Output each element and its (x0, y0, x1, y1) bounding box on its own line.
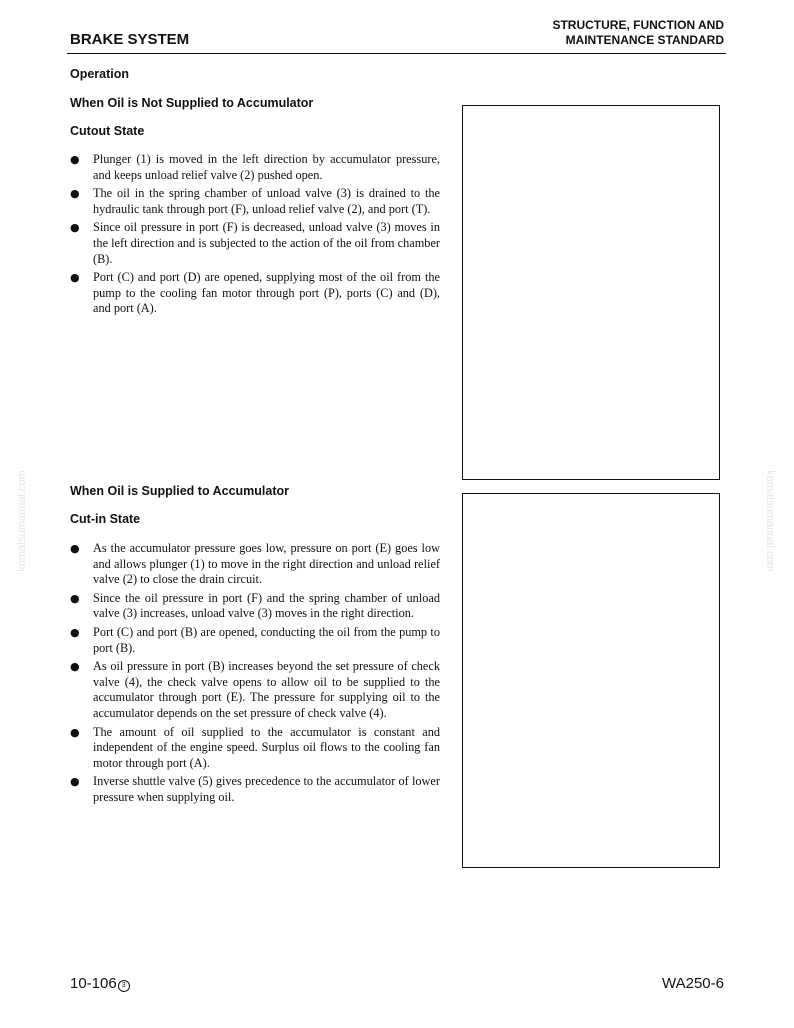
bullet-icon: ● (70, 271, 80, 285)
watermark-left: komatsumanual.com (16, 470, 28, 572)
bullet-icon: ● (70, 591, 80, 605)
list-item-text: The amount of oil supplied to the accumulator is constant and independent of the engine speed. Surplus oil flows to the cooling fan motor through port (A). (93, 724, 440, 770)
list-item-text: Since oil pressure in port (F) is decreased, unload valve (3) moves in the left direction and is subjected to the action of the oil from chamber (B). (93, 220, 440, 266)
list-item-text: The oil in the spring chamber of unload valve (3) is drained to the hydraulic tank through port (F), unload relief valve (2), and port (T). (93, 186, 440, 216)
list-item-text: Plunger (1) is moved in the left direction by accumulator pressure, and keeps unload relief valve (2) pushed open. (93, 152, 440, 182)
bullet-icon: ● (70, 660, 80, 674)
list-item-text: As oil pressure in port (B) increases beyond the set pressure of check valve (4), the check valve opens to allow oil to be supplied to the accumulator through port (E). The pressure for supplying oil to the accumulator depends on the set pressure of check valve (4). (93, 659, 440, 720)
bullet-icon: ● (70, 542, 80, 555)
list-item-text: As the accumulator pressure goes low, pressure on port (E) goes low and allows plunger (1) to move in the right direction and unload relief valve (2) to close the drain circuit. (93, 541, 440, 587)
chapter-title-line-1: STRUCTURE, FUNCTION AND (552, 18, 724, 32)
list-item (70, 725, 440, 772)
figure-cutout-state (462, 105, 720, 480)
header-divider (67, 53, 726, 54)
list-item (70, 186, 440, 217)
section2-subheading: Cut-in State (70, 512, 141, 526)
page-number (70, 975, 130, 992)
operation-heading: Operation (70, 67, 130, 81)
figure-cut-in-state (462, 493, 720, 868)
section-title: BRAKE SYSTEM (70, 31, 190, 48)
bullet-icon: ● (70, 725, 80, 739)
list-item (70, 220, 440, 267)
list-item-text: Port (C) and port (B) are opened, conducting the oil from the pump to port (B). (93, 624, 440, 655)
list-item (70, 659, 440, 721)
section1-heading: When Oil is Not Supplied to Accumulator (70, 96, 314, 110)
bullet-icon: ● (70, 625, 80, 639)
revision-mark-icon: 3 (118, 980, 130, 992)
list-item (70, 591, 440, 622)
bullet-icon: ● (70, 221, 80, 235)
bullet-icon: ● (70, 153, 80, 166)
list-item (70, 774, 440, 805)
list-item (70, 625, 440, 656)
list-item-text: Port (C) and port (D) are opened, supplying most of the oil from the pump to the cooling fan motor through port (P), ports (C) and (D), and port (A). (93, 270, 440, 316)
chapter-title-line-2: MAINTENANCE STANDARD (565, 33, 724, 47)
section2-heading: When Oil is Supplied to Accumulator (70, 484, 289, 498)
page-number-text: 10-106 (70, 975, 117, 992)
list-item-text: Since the oil pressure in port (F) and the spring chamber of unload valve (3) increases, unload valve (3) moves in the right direction. (93, 590, 440, 621)
list-item (70, 152, 440, 183)
bullet-icon: ● (70, 187, 80, 201)
section1-bullet-list (70, 152, 440, 320)
model-name: WA250-6 (662, 975, 724, 992)
watermark-right: komatsumanual.com (764, 470, 776, 572)
section1-subheading: Cutout State (70, 124, 145, 138)
chapter-title (552, 18, 724, 48)
list-item (70, 541, 440, 588)
list-item-text: Inverse shuttle valve (5) gives precedence to the accumulator of lower pressure when supplying oil. (93, 774, 440, 804)
bullet-icon: ● (70, 775, 80, 789)
section2-bullet-list (70, 541, 440, 809)
list-item (70, 270, 440, 317)
